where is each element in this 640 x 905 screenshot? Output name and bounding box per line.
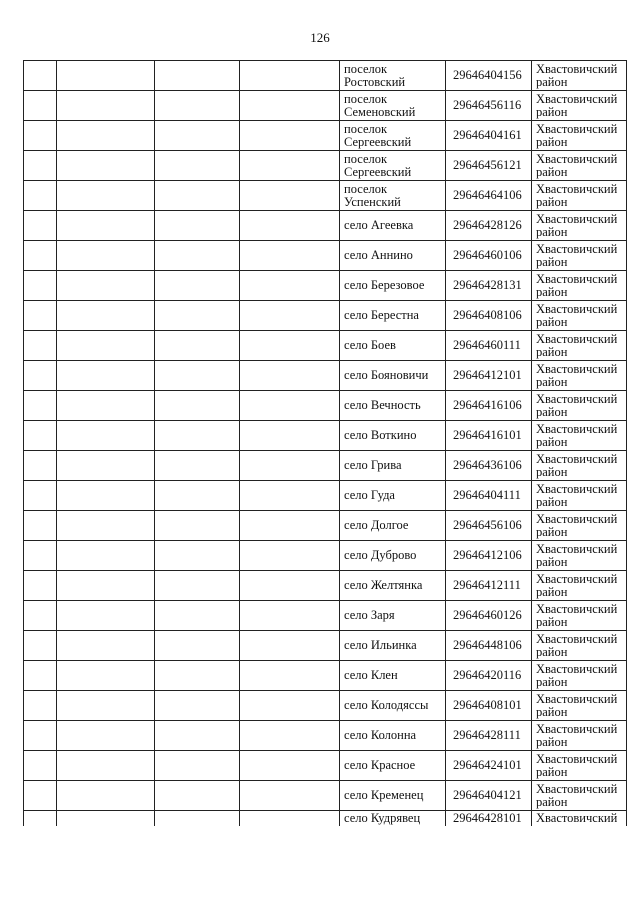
district-cell: Хвастовичский район <box>532 121 627 151</box>
oktmo-code-cell: 29646404121 <box>446 781 532 811</box>
table-row <box>24 751 627 781</box>
empty-cell <box>57 661 155 691</box>
district-cell: Хвастовичский район <box>532 691 627 721</box>
oktmo-code-cell: 29646404156 <box>446 61 532 91</box>
district-cell: Хвастовичский <box>532 811 627 827</box>
table-row <box>24 211 627 241</box>
empty-cell <box>240 421 340 451</box>
district-cell: Хвастовичский район <box>532 481 627 511</box>
table-row <box>24 601 627 631</box>
empty-cell <box>24 91 57 121</box>
oktmo-code-cell: 29646456121 <box>446 151 532 181</box>
table-row <box>24 571 627 601</box>
empty-cell <box>24 241 57 271</box>
settlement-name-cell: село Агеевка <box>340 211 446 241</box>
district-cell: Хвастовичский район <box>532 451 627 481</box>
empty-cell <box>57 241 155 271</box>
district-cell: Хвастовичский район <box>532 781 627 811</box>
empty-cell <box>24 631 57 661</box>
settlement-name-cell: село Желтянка <box>340 571 446 601</box>
settlement-name-cell: село Красное <box>340 751 446 781</box>
table-row <box>24 151 627 181</box>
table-row <box>24 91 627 121</box>
oktmo-code-cell: 29646408101 <box>446 691 532 721</box>
district-cell: Хвастовичский район <box>532 181 627 211</box>
empty-cell <box>155 61 240 91</box>
empty-cell <box>155 781 240 811</box>
empty-cell <box>240 811 340 827</box>
empty-cell <box>155 421 240 451</box>
empty-cell <box>24 571 57 601</box>
oktmo-code-cell: 29646420116 <box>446 661 532 691</box>
table-row <box>24 721 627 751</box>
table-row <box>24 361 627 391</box>
district-cell: Хвастовичский район <box>532 241 627 271</box>
table-row <box>24 271 627 301</box>
empty-cell <box>57 361 155 391</box>
table-row <box>24 421 627 451</box>
settlement-name-cell: село Бояновичи <box>340 361 446 391</box>
empty-cell <box>155 511 240 541</box>
empty-cell <box>24 811 57 827</box>
settlement-name-cell: село Клен <box>340 661 446 691</box>
table-row <box>24 511 627 541</box>
empty-cell <box>24 691 57 721</box>
empty-cell <box>240 781 340 811</box>
empty-cell <box>24 541 57 571</box>
settlement-name-cell: село Ильинка <box>340 631 446 661</box>
empty-cell <box>240 391 340 421</box>
district-cell: Хвастовичский район <box>532 721 627 751</box>
empty-cell <box>24 601 57 631</box>
district-cell: Хвастовичский район <box>532 541 627 571</box>
empty-cell <box>57 511 155 541</box>
table-row <box>24 691 627 721</box>
empty-cell <box>24 151 57 181</box>
empty-cell <box>57 781 155 811</box>
empty-cell <box>240 241 340 271</box>
empty-cell <box>240 61 340 91</box>
oktmo-code-cell: 29646416106 <box>446 391 532 421</box>
empty-cell <box>240 631 340 661</box>
settlement-name-cell: поселок Ростовский <box>340 61 446 91</box>
empty-cell <box>57 481 155 511</box>
settlement-name-cell: поселок Семеновский <box>340 91 446 121</box>
oktmo-code-cell: 29646412111 <box>446 571 532 601</box>
district-cell: Хвастовичский район <box>532 391 627 421</box>
empty-cell <box>155 301 240 331</box>
settlement-name-cell: поселок Сергеевский <box>340 121 446 151</box>
oktmo-code-cell: 29646416101 <box>446 421 532 451</box>
empty-cell <box>240 661 340 691</box>
settlements-table <box>23 60 627 826</box>
empty-cell <box>155 151 240 181</box>
empty-cell <box>240 691 340 721</box>
oktmo-code-cell: 29646428111 <box>446 721 532 751</box>
district-cell: Хвастовичский район <box>532 331 627 361</box>
empty-cell <box>240 451 340 481</box>
empty-cell <box>155 541 240 571</box>
settlement-name-cell: село Березовое <box>340 271 446 301</box>
empty-cell <box>155 811 240 827</box>
district-cell: Хвастовичский район <box>532 211 627 241</box>
district-cell: Хвастовичский район <box>532 301 627 331</box>
empty-cell <box>240 511 340 541</box>
empty-cell <box>57 631 155 661</box>
empty-cell <box>24 271 57 301</box>
oktmo-code-cell: 29646412101 <box>446 361 532 391</box>
empty-cell <box>155 661 240 691</box>
table-row <box>24 631 627 661</box>
settlement-name-cell: село Гуда <box>340 481 446 511</box>
oktmo-code-cell: 29646456106 <box>446 511 532 541</box>
empty-cell <box>155 721 240 751</box>
district-cell: Хвастовичский район <box>532 661 627 691</box>
empty-cell <box>155 271 240 301</box>
settlement-name-cell: село Воткино <box>340 421 446 451</box>
empty-cell <box>57 811 155 827</box>
empty-cell <box>24 181 57 211</box>
empty-cell <box>240 121 340 151</box>
settlement-name-cell: поселок Успенский <box>340 181 446 211</box>
empty-cell <box>24 751 57 781</box>
empty-cell <box>24 361 57 391</box>
empty-cell <box>57 91 155 121</box>
empty-cell <box>240 301 340 331</box>
empty-cell <box>155 121 240 151</box>
empty-cell <box>155 181 240 211</box>
empty-cell <box>24 391 57 421</box>
empty-cell <box>24 451 57 481</box>
empty-cell <box>57 331 155 361</box>
empty-cell <box>24 211 57 241</box>
empty-cell <box>57 571 155 601</box>
oktmo-code-cell: 29646460106 <box>446 241 532 271</box>
empty-cell <box>240 601 340 631</box>
empty-cell <box>240 481 340 511</box>
empty-cell <box>24 421 57 451</box>
empty-cell <box>240 331 340 361</box>
empty-cell <box>155 481 240 511</box>
empty-cell <box>240 211 340 241</box>
empty-cell <box>155 211 240 241</box>
district-cell: Хвастовичский район <box>532 751 627 781</box>
empty-cell <box>155 361 240 391</box>
empty-cell <box>24 721 57 751</box>
empty-cell <box>57 601 155 631</box>
table-row <box>24 241 627 271</box>
empty-cell <box>57 541 155 571</box>
empty-cell <box>57 451 155 481</box>
empty-cell <box>240 361 340 391</box>
settlement-name-cell: село Кременец <box>340 781 446 811</box>
empty-cell <box>240 751 340 781</box>
page-number: 126 <box>310 30 330 45</box>
empty-cell <box>24 781 57 811</box>
oktmo-code-cell: 29646428126 <box>446 211 532 241</box>
table-body <box>24 61 627 827</box>
oktmo-code-cell: 29646448106 <box>446 631 532 661</box>
table-row <box>24 451 627 481</box>
empty-cell <box>57 721 155 751</box>
table-row <box>24 301 627 331</box>
empty-cell <box>240 151 340 181</box>
settlement-name-cell: село Колодяссы <box>340 691 446 721</box>
settlement-name-cell: село Вечность <box>340 391 446 421</box>
table-row <box>24 481 627 511</box>
empty-cell <box>57 301 155 331</box>
empty-cell <box>155 451 240 481</box>
settlement-name-cell: село Боев <box>340 331 446 361</box>
oktmo-code-cell: 29646408106 <box>446 301 532 331</box>
settlement-name-cell: село Долгое <box>340 511 446 541</box>
empty-cell <box>57 751 155 781</box>
empty-cell <box>57 151 155 181</box>
empty-cell <box>57 121 155 151</box>
district-cell: Хвастовичский район <box>532 631 627 661</box>
empty-cell <box>24 511 57 541</box>
empty-cell <box>155 751 240 781</box>
table-row <box>24 661 627 691</box>
empty-cell <box>155 241 240 271</box>
district-cell: Хвастовичский район <box>532 151 627 181</box>
table-row <box>24 331 627 361</box>
empty-cell <box>24 661 57 691</box>
district-cell: Хвастовичский район <box>532 601 627 631</box>
district-cell: Хвастовичский район <box>532 511 627 541</box>
empty-cell <box>155 391 240 421</box>
oktmo-code-cell: 29646436106 <box>446 451 532 481</box>
empty-cell <box>240 721 340 751</box>
table-row <box>24 181 627 211</box>
empty-cell <box>57 691 155 721</box>
district-cell: Хвастовичский район <box>532 571 627 601</box>
empty-cell <box>24 301 57 331</box>
empty-cell <box>240 271 340 301</box>
settlement-name-cell: село Аннино <box>340 241 446 271</box>
settlement-name-cell: село Грива <box>340 451 446 481</box>
empty-cell <box>240 91 340 121</box>
empty-cell <box>24 331 57 361</box>
settlement-name-cell: село Берестна <box>340 301 446 331</box>
oktmo-code-cell: 29646428101 <box>446 811 532 827</box>
district-cell: Хвастовичский район <box>532 421 627 451</box>
empty-cell <box>57 421 155 451</box>
settlement-name-cell: село Дуброво <box>340 541 446 571</box>
table-row <box>24 121 627 151</box>
empty-cell <box>24 61 57 91</box>
empty-cell <box>155 331 240 361</box>
oktmo-code-cell: 29646404111 <box>446 481 532 511</box>
table-row <box>24 391 627 421</box>
empty-cell <box>155 691 240 721</box>
oktmo-code-cell: 29646464106 <box>446 181 532 211</box>
empty-cell <box>240 181 340 211</box>
district-cell: Хвастовичский район <box>532 91 627 121</box>
oktmo-code-cell: 29646404161 <box>446 121 532 151</box>
district-cell: Хвастовичский район <box>532 271 627 301</box>
empty-cell <box>155 601 240 631</box>
oktmo-code-cell: 29646424101 <box>446 751 532 781</box>
oktmo-code-cell: 29646428131 <box>446 271 532 301</box>
empty-cell <box>240 541 340 571</box>
settlement-name-cell: село Кудрявец <box>340 811 446 827</box>
empty-cell <box>24 481 57 511</box>
empty-cell <box>57 211 155 241</box>
table-row <box>24 781 627 811</box>
settlement-name-cell: поселок Сергеевский <box>340 151 446 181</box>
district-cell: Хвастовичский район <box>532 361 627 391</box>
settlement-name-cell: село Заря <box>340 601 446 631</box>
oktmo-code-cell: 29646412106 <box>446 541 532 571</box>
empty-cell <box>155 631 240 661</box>
empty-cell <box>57 181 155 211</box>
oktmo-code-cell: 29646460111 <box>446 331 532 361</box>
table-row <box>24 541 627 571</box>
table-row <box>24 61 627 91</box>
table-row <box>24 811 627 827</box>
settlement-name-cell: село Колонна <box>340 721 446 751</box>
empty-cell <box>57 391 155 421</box>
empty-cell <box>155 571 240 601</box>
empty-cell <box>57 61 155 91</box>
empty-cell <box>155 91 240 121</box>
empty-cell <box>24 121 57 151</box>
district-cell: Хвастовичский район <box>532 61 627 91</box>
empty-cell <box>57 271 155 301</box>
empty-cell <box>240 571 340 601</box>
oktmo-code-cell: 29646456116 <box>446 91 532 121</box>
oktmo-code-cell: 29646460126 <box>446 601 532 631</box>
